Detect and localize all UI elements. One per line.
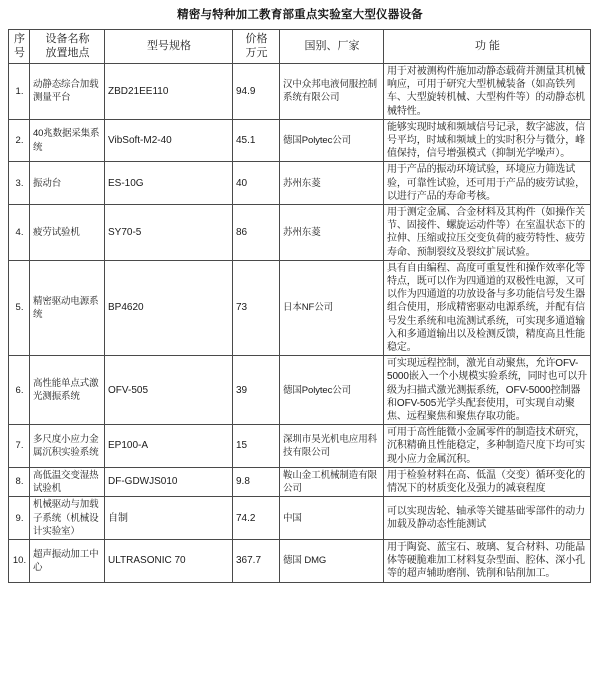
- cell-model: DF-GDWJS010: [105, 467, 233, 496]
- cell-index: 7.: [9, 425, 30, 468]
- column-header-price-line2: 万元: [245, 46, 268, 59]
- cell-price: 73: [233, 260, 280, 355]
- cell-name: 疲劳试验机: [30, 205, 105, 261]
- cell-name: 超声振动加工中心: [30, 539, 105, 582]
- cell-name: 高性能单点式激光测振系统: [30, 356, 105, 425]
- cell-index: 2.: [9, 119, 30, 162]
- cell-name: 多尺度小应力金属沉积实验系统: [30, 425, 105, 468]
- cell-model: EP100-A: [105, 425, 233, 468]
- cell-origin: 德国Polytec公司: [280, 356, 384, 425]
- cell-origin: 德国 DMG: [280, 539, 384, 582]
- column-header-origin: 国别、厂家: [280, 30, 384, 64]
- cell-index: 10.: [9, 539, 30, 582]
- column-header-name-line1: 设备名称: [45, 33, 90, 46]
- cell-name: 高低温交变湿热试验机: [30, 467, 105, 496]
- cell-origin: 汉中众邦电液伺服控制系统有限公司: [280, 64, 384, 120]
- equipment-table: [8, 29, 591, 583]
- cell-price: 45.1: [233, 119, 280, 162]
- table-row: [9, 260, 591, 355]
- cell-price: 39: [233, 356, 280, 425]
- cell-name: 40兆数据采集系统: [30, 119, 105, 162]
- cell-origin: 深圳市昊光机电应用科技有限公司: [280, 425, 384, 468]
- cell-function: 用于陶瓷、蓝宝石、玻璃、复合材料、功能晶体等硬脆难加工材料复杂型面、腔体、深小孔等的超声辅助磨削、铣削和钻削加工。: [384, 539, 591, 582]
- cell-name: 精密驱动电源系统: [30, 260, 105, 355]
- cell-index: 9.: [9, 497, 30, 540]
- cell-model: BP4620: [105, 260, 233, 355]
- cell-function: 用于测定金属、合金材料及其构件（如操作关节、固接件、螺旋运动件等）在室温状态下的拉伸、压缩或拉压交变负荷的疲劳特性、疲劳寿命、预制裂纹及裂纹扩展试验。: [384, 205, 591, 261]
- cell-origin: 鞍山金工机械制造有限公司: [280, 467, 384, 496]
- cell-function: 能够实现时域和频域信号记录，数字滤波，信号平均，时域和频域上的实时积分与微分，峰值保持，信号增强模式（抑制光学噪声）。: [384, 119, 591, 162]
- cell-index: 3.: [9, 162, 30, 205]
- cell-function: 可实现远程控制，激光自动聚焦，允许OFV-5000嵌入一个小规模实验系统，同时也可以升级为扫描式激光测振系统，OFV-5000控制器和OFV-505光学头配套使用，可实现自动聚焦、远程聚焦和聚焦存取功能。: [384, 356, 591, 425]
- cell-index: 8.: [9, 467, 30, 496]
- cell-model: VibSoft-M2-40: [105, 119, 233, 162]
- table-header-row: [9, 30, 591, 64]
- table-row: [9, 497, 591, 540]
- cell-index: 5.: [9, 260, 30, 355]
- cell-function: 用于对被测构件施加动静态载荷并测量其机械响应，可用于研究大型机械装备（如高铁列车、大型旋转机械、大型构件等）的动静态机械特性。: [384, 64, 591, 120]
- cell-name: 机械驱动与加载子系统（机械设计实验室）: [30, 497, 105, 540]
- cell-price: 367.7: [233, 539, 280, 582]
- cell-index: 6.: [9, 356, 30, 425]
- cell-model: ES-10G: [105, 162, 233, 205]
- column-header-name: [30, 30, 105, 64]
- cell-price: 86: [233, 205, 280, 261]
- cell-price: 9.8: [233, 467, 280, 496]
- column-header-model: 型号规格: [105, 30, 233, 64]
- column-header-price: [233, 30, 280, 64]
- table-row: [9, 467, 591, 496]
- table-row: [9, 162, 591, 205]
- column-header-index-line1: 序: [14, 33, 25, 46]
- cell-origin: 德国Polytec公司: [280, 119, 384, 162]
- cell-origin: 日本NF公司: [280, 260, 384, 355]
- column-header-name-line2: 放置地点: [45, 46, 90, 59]
- cell-model: SY70-5: [105, 205, 233, 261]
- table-body: [9, 64, 591, 583]
- cell-model: OFV-505: [105, 356, 233, 425]
- cell-price: 15: [233, 425, 280, 468]
- cell-function: 具有自由编程、高度可重复性和操作效率化等特点，既可以作为四通道的双极性电源，又可以作为四通道的功放设备与多功能信号发生器组合使用，形成精密驱动电源系统，并配有信号发生系统和电流测试系统，可实现多通道输入和多通道输出以及检测反馈，精度高且性能稳定。: [384, 260, 591, 355]
- cell-price: 94.9: [233, 64, 280, 120]
- cell-function: 用于产品的振动环境试验，环境应力筛选试验，可靠性试验，还可用于产品的疲劳试验，以进行产品的寿命考核。: [384, 162, 591, 205]
- cell-origin: 苏州东菱: [280, 162, 384, 205]
- cell-model: ZBD21EE110: [105, 64, 233, 120]
- table-row: [9, 425, 591, 468]
- cell-function: 可用于高性能微小金属零件的制造技术研究，沉积精确且性能稳定，多种制造尺度下均可实现小应力金属沉积。: [384, 425, 591, 468]
- cell-origin: 中国: [280, 497, 384, 540]
- table-row: [9, 64, 591, 120]
- page-title: 精密与特种加工教育部重点实验室大型仪器设备: [177, 9, 423, 21]
- cell-function: 可以实现齿轮、轴承等关键基础零部件的动力加载及静动态性能测试: [384, 497, 591, 540]
- cell-origin: 苏州东菱: [280, 205, 384, 261]
- column-header-index-line2: 号: [14, 46, 25, 59]
- table-header: [9, 30, 591, 64]
- cell-index: 1.: [9, 64, 30, 120]
- cell-name: 振动台: [30, 162, 105, 205]
- table-row: [9, 205, 591, 261]
- cell-price: 40: [233, 162, 280, 205]
- cell-model: 自制: [105, 497, 233, 540]
- cell-function: 用于检验材料在高、低温（交变）循环变化的情况下的材质变化及强力的减衰程度: [384, 467, 591, 496]
- cell-name: 动静态综合加载测量平台: [30, 64, 105, 120]
- table-row: [9, 539, 591, 582]
- cell-model: ULTRASONIC 70: [105, 539, 233, 582]
- table-row: [9, 119, 591, 162]
- column-header-price-line1: 价格: [245, 33, 268, 46]
- cell-price: 74.2: [233, 497, 280, 540]
- column-header-index: [9, 30, 30, 64]
- column-header-function: 功 能: [384, 30, 591, 64]
- table-row: [9, 356, 591, 425]
- cell-index: 4.: [9, 205, 30, 261]
